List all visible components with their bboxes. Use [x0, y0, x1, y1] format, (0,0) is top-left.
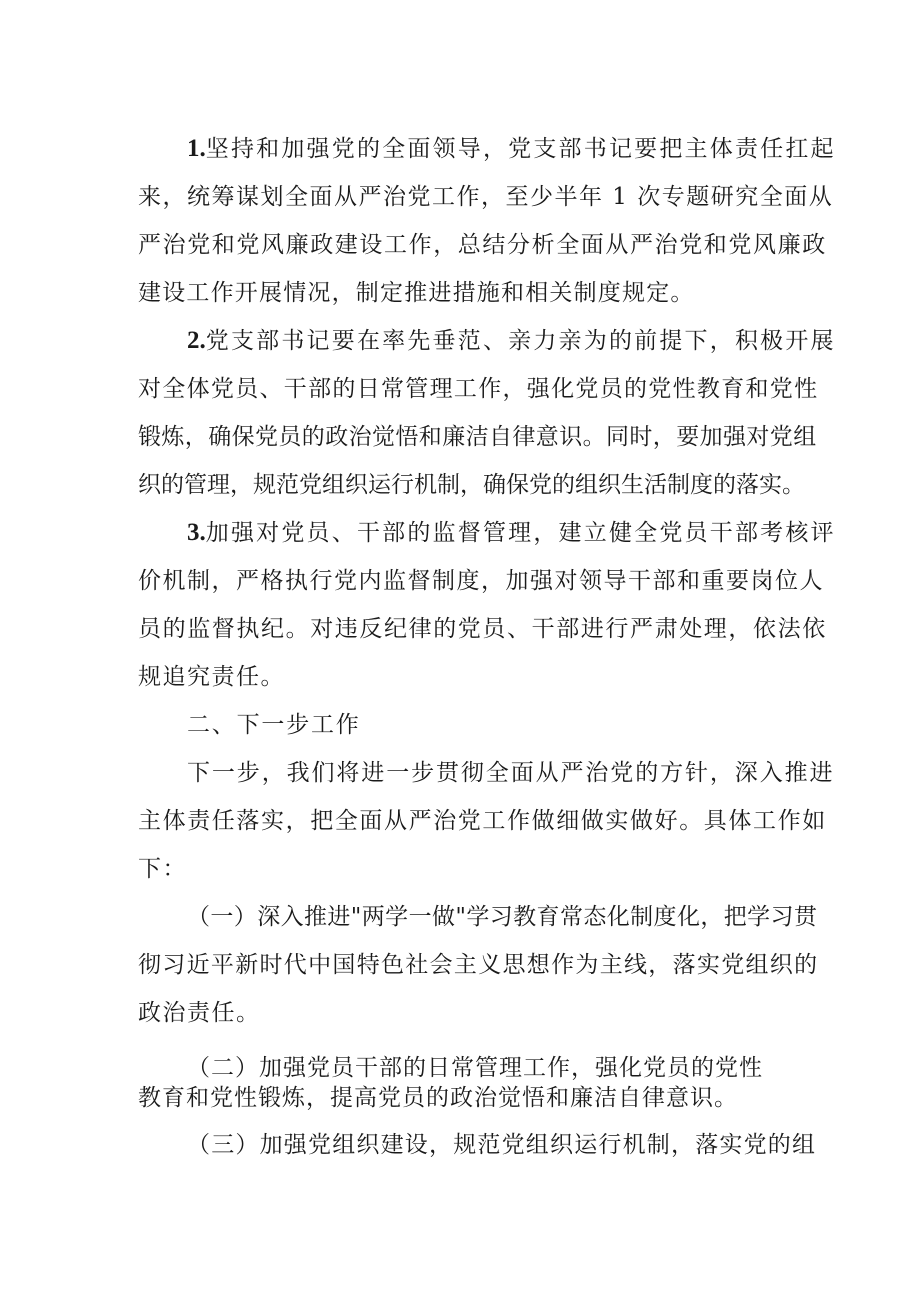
item-2-line-1 — [187, 326, 836, 356]
sub-item-2-line-1: （二）加强党员干部的日常管理工作，强化党员的党性 — [187, 1055, 763, 1081]
item-2-number: 2. — [187, 327, 206, 354]
sub-item-2-line-2: 教育和党性锻炼，提高党员的政治觉悟和廉洁自律意识。 — [138, 1085, 738, 1111]
item-2-line-4: 织的管理，规范党组织运行机制，确保党的组织生活制度的落实。 — [138, 472, 805, 498]
item-2-text: 党支部书记要在率先垂范、亲力亲为的前提下，积极开展 — [205, 328, 836, 354]
intro-line-2: 主体责任落实，把全面从严治党工作做细做实做好。具体工作如 — [138, 808, 827, 834]
item-1-line-4: 建设工作开展情况，制定推进措施和相关制度规定。 — [138, 280, 695, 306]
item-3-line-2: 价机制，严格执行党内监督制度，加强对领导干部和重要岗位人 — [138, 568, 824, 594]
sub-item-1-line-3: 政治责任。 — [138, 1000, 261, 1026]
intro-line-3: 下： — [138, 856, 187, 882]
intro-line-1: 下一步，我们将进一步贯彻全面从严治党的方针，深入推进 — [187, 760, 835, 786]
section-heading: 二、下一步工作 — [187, 712, 361, 738]
item-1-number: 1. — [187, 135, 206, 162]
sub-item-1-line-1: （一）深入推进"两学一做"学习教育常态化制度化，把学习贯 — [187, 904, 818, 930]
item-3-number: 3. — [187, 519, 206, 546]
sub-item-3-line-1: （三）加强党组织建设，规范党组织运行机制，落实党的组 — [187, 1132, 817, 1158]
item-1-line-1 — [187, 134, 836, 164]
item-2-line-3: 锻炼，确保党员的政治觉悟和廉洁自律意识。同时，要加强对党组 — [138, 424, 817, 450]
sub-item-1-line-2: 彻习近平新时代中国特色社会主义思想作为主线，落实党组织的 — [138, 952, 819, 978]
item-3-line-3: 员的监督执纪。对违反纪律的党员、干部进行严肃处理，依法依 — [138, 616, 827, 642]
item-1-text: 坚持和加强党的全面领导，党支部书记要把主体责任扛起 — [205, 136, 836, 162]
item-3-line-4: 规追究责任。 — [138, 664, 285, 690]
item-1-line-3: 严治党和党风廉政建设工作，总结分析全面从严治党和党风廉政 — [138, 232, 827, 258]
item-3-text: 加强对党员、干部的监督管理，建立健全党员干部考核评 — [205, 520, 836, 546]
item-3-line-1 — [187, 518, 836, 548]
item-1-line-2: 来，统筹谋划全面从严治党工作，至少半年 1 次专题研究全面从 — [138, 184, 834, 210]
item-2-line-2: 对全体党员、干部的日常管理工作，强化党员的党性教育和党性 — [138, 376, 819, 402]
